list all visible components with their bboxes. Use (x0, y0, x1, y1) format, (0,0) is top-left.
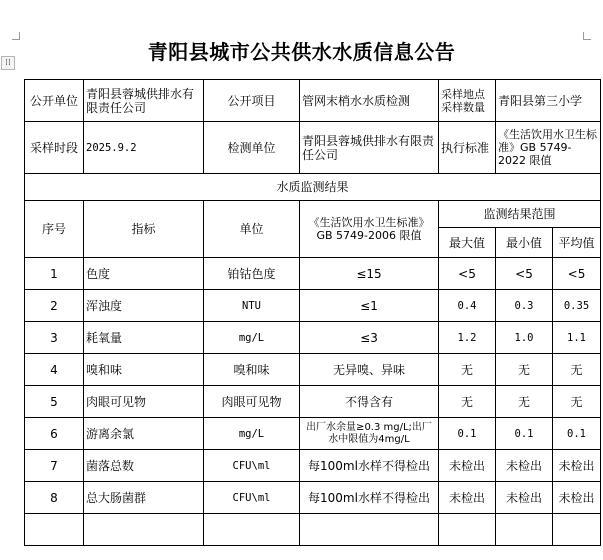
table-row (25, 418, 601, 450)
row-max: 0.4 (439, 290, 496, 322)
row-min: <5 (496, 258, 553, 290)
table-row (25, 354, 601, 386)
row-max: <5 (439, 258, 496, 290)
row-indicator: 肉眼可见物 (84, 386, 204, 418)
row-min: 未检出 (496, 450, 553, 482)
table-row (25, 386, 601, 418)
row-max: 未检出 (439, 482, 496, 514)
row-indicator: 色度 (84, 258, 204, 290)
item-value: 管网末梢水水质检测 (300, 80, 439, 122)
row-no: 8 (25, 482, 84, 514)
sample-time-label: 采样时段 (25, 122, 84, 174)
row-limit: 无异嗅、异味 (300, 354, 439, 386)
row-min: 无 (496, 386, 553, 418)
row-limit: ≤3 (300, 322, 439, 354)
row-cell-empty (204, 514, 300, 546)
row-indicator: 总大肠菌群 (84, 482, 204, 514)
table-row (25, 258, 601, 290)
table-row (25, 322, 601, 354)
row-min: 0.1 (496, 418, 553, 450)
row-indicator: 菌落总数 (84, 450, 204, 482)
test-unit-value: 青阳县蓉城供排水有限责任公司 (300, 122, 439, 174)
row-unit: mg/L (204, 418, 300, 450)
row-max: 未检出 (439, 450, 496, 482)
row-limit: 出厂水余量≥0.3 mg/L;出厂水中限值为4mg/L (300, 418, 439, 450)
row-avg: 0.35 (553, 290, 601, 322)
row-no: 7 (25, 450, 84, 482)
row-no: 1 (25, 258, 84, 290)
row-no: 4 (25, 354, 84, 386)
row-avg: 未检出 (553, 482, 601, 514)
row-cell-empty (439, 514, 496, 546)
row-limit: 每100ml水样不得检出 (300, 482, 439, 514)
row-cell-empty (300, 514, 439, 546)
row-cell-empty (25, 514, 84, 546)
row-min: 未检出 (496, 482, 553, 514)
row-unit: 肉眼可见物 (204, 386, 300, 418)
sample-time-value: 2025.9.2 (84, 122, 204, 174)
row-max: 无 (439, 386, 496, 418)
col-header-max: 最大值 (439, 228, 496, 258)
row-avg: 未检出 (553, 450, 601, 482)
standard-value: 《生活饮用水卫生标准》GB 5749-2022 限值 (496, 122, 601, 174)
col-header-no: 序号 (25, 201, 84, 258)
row-no: 2 (25, 290, 84, 322)
sample-location-value: 青阳县第三小学 (496, 80, 601, 122)
row-avg: 0.1 (553, 418, 601, 450)
row-limit: ≤1 (300, 290, 439, 322)
row-limit: 不得含有 (300, 386, 439, 418)
row-avg: 1.1 (553, 322, 601, 354)
row-unit: mg/L (204, 322, 300, 354)
row-avg: 无 (553, 386, 601, 418)
table-row (25, 450, 601, 482)
col-header-avg: 平均值 (553, 228, 601, 258)
row-unit: NTU (204, 290, 300, 322)
row-unit: CFU\ml (204, 482, 300, 514)
item-label: 公开项目 (204, 80, 300, 122)
row-unit: 嗅和味 (204, 354, 300, 386)
row-cell-empty (553, 514, 601, 546)
row-indicator: 浑浊度 (84, 290, 204, 322)
row-avg: 无 (553, 354, 601, 386)
table-row-partial (25, 514, 601, 546)
row-cell-empty (84, 514, 204, 546)
publisher-value: 青阳县蓉城供排水有限责任公司 (84, 80, 204, 122)
row-avg: <5 (553, 258, 601, 290)
row-max: 无 (439, 354, 496, 386)
table-move-handle-icon[interactable]: ⁞⁞ (1, 56, 15, 70)
col-header-limit: 《生活饮用水卫生标准》GB 5749-2006 限值 (300, 201, 439, 258)
col-header-unit: 单位 (204, 201, 300, 258)
table-row (25, 290, 601, 322)
page-title: 青阳县城市公共供水水质信息公告 (147, 40, 456, 64)
row-no: 3 (25, 322, 84, 354)
row-unit: CFU\ml (204, 450, 300, 482)
col-header-min: 最小值 (496, 228, 553, 258)
row-no: 5 (25, 386, 84, 418)
row-max: 0.1 (439, 418, 496, 450)
row-indicator: 嗅和味 (84, 354, 204, 386)
row-no: 6 (25, 418, 84, 450)
row-max: 1.2 (439, 322, 496, 354)
section-title: 水质监测结果 (25, 174, 601, 201)
row-indicator: 游离余氯 (84, 418, 204, 450)
row-unit: 铂钴色度 (204, 258, 300, 290)
row-min: 1.0 (496, 322, 553, 354)
row-limit: ≤15 (300, 258, 439, 290)
water-quality-table (24, 79, 601, 546)
sample-location-label: 采样地点采样数量 (439, 80, 496, 122)
row-cell-empty (496, 514, 553, 546)
table-row (25, 482, 601, 514)
standard-label: 执行标准 (439, 122, 496, 174)
row-min: 无 (496, 354, 553, 386)
col-header-indicator: 指标 (84, 201, 204, 258)
row-min: 0.3 (496, 290, 553, 322)
row-indicator: 耗氧量 (84, 322, 204, 354)
col-header-range: 监测结果范围 (439, 201, 601, 228)
row-limit: 每100ml水样不得检出 (300, 450, 439, 482)
test-unit-label: 检测单位 (204, 122, 300, 174)
publisher-label: 公开单位 (25, 80, 84, 122)
